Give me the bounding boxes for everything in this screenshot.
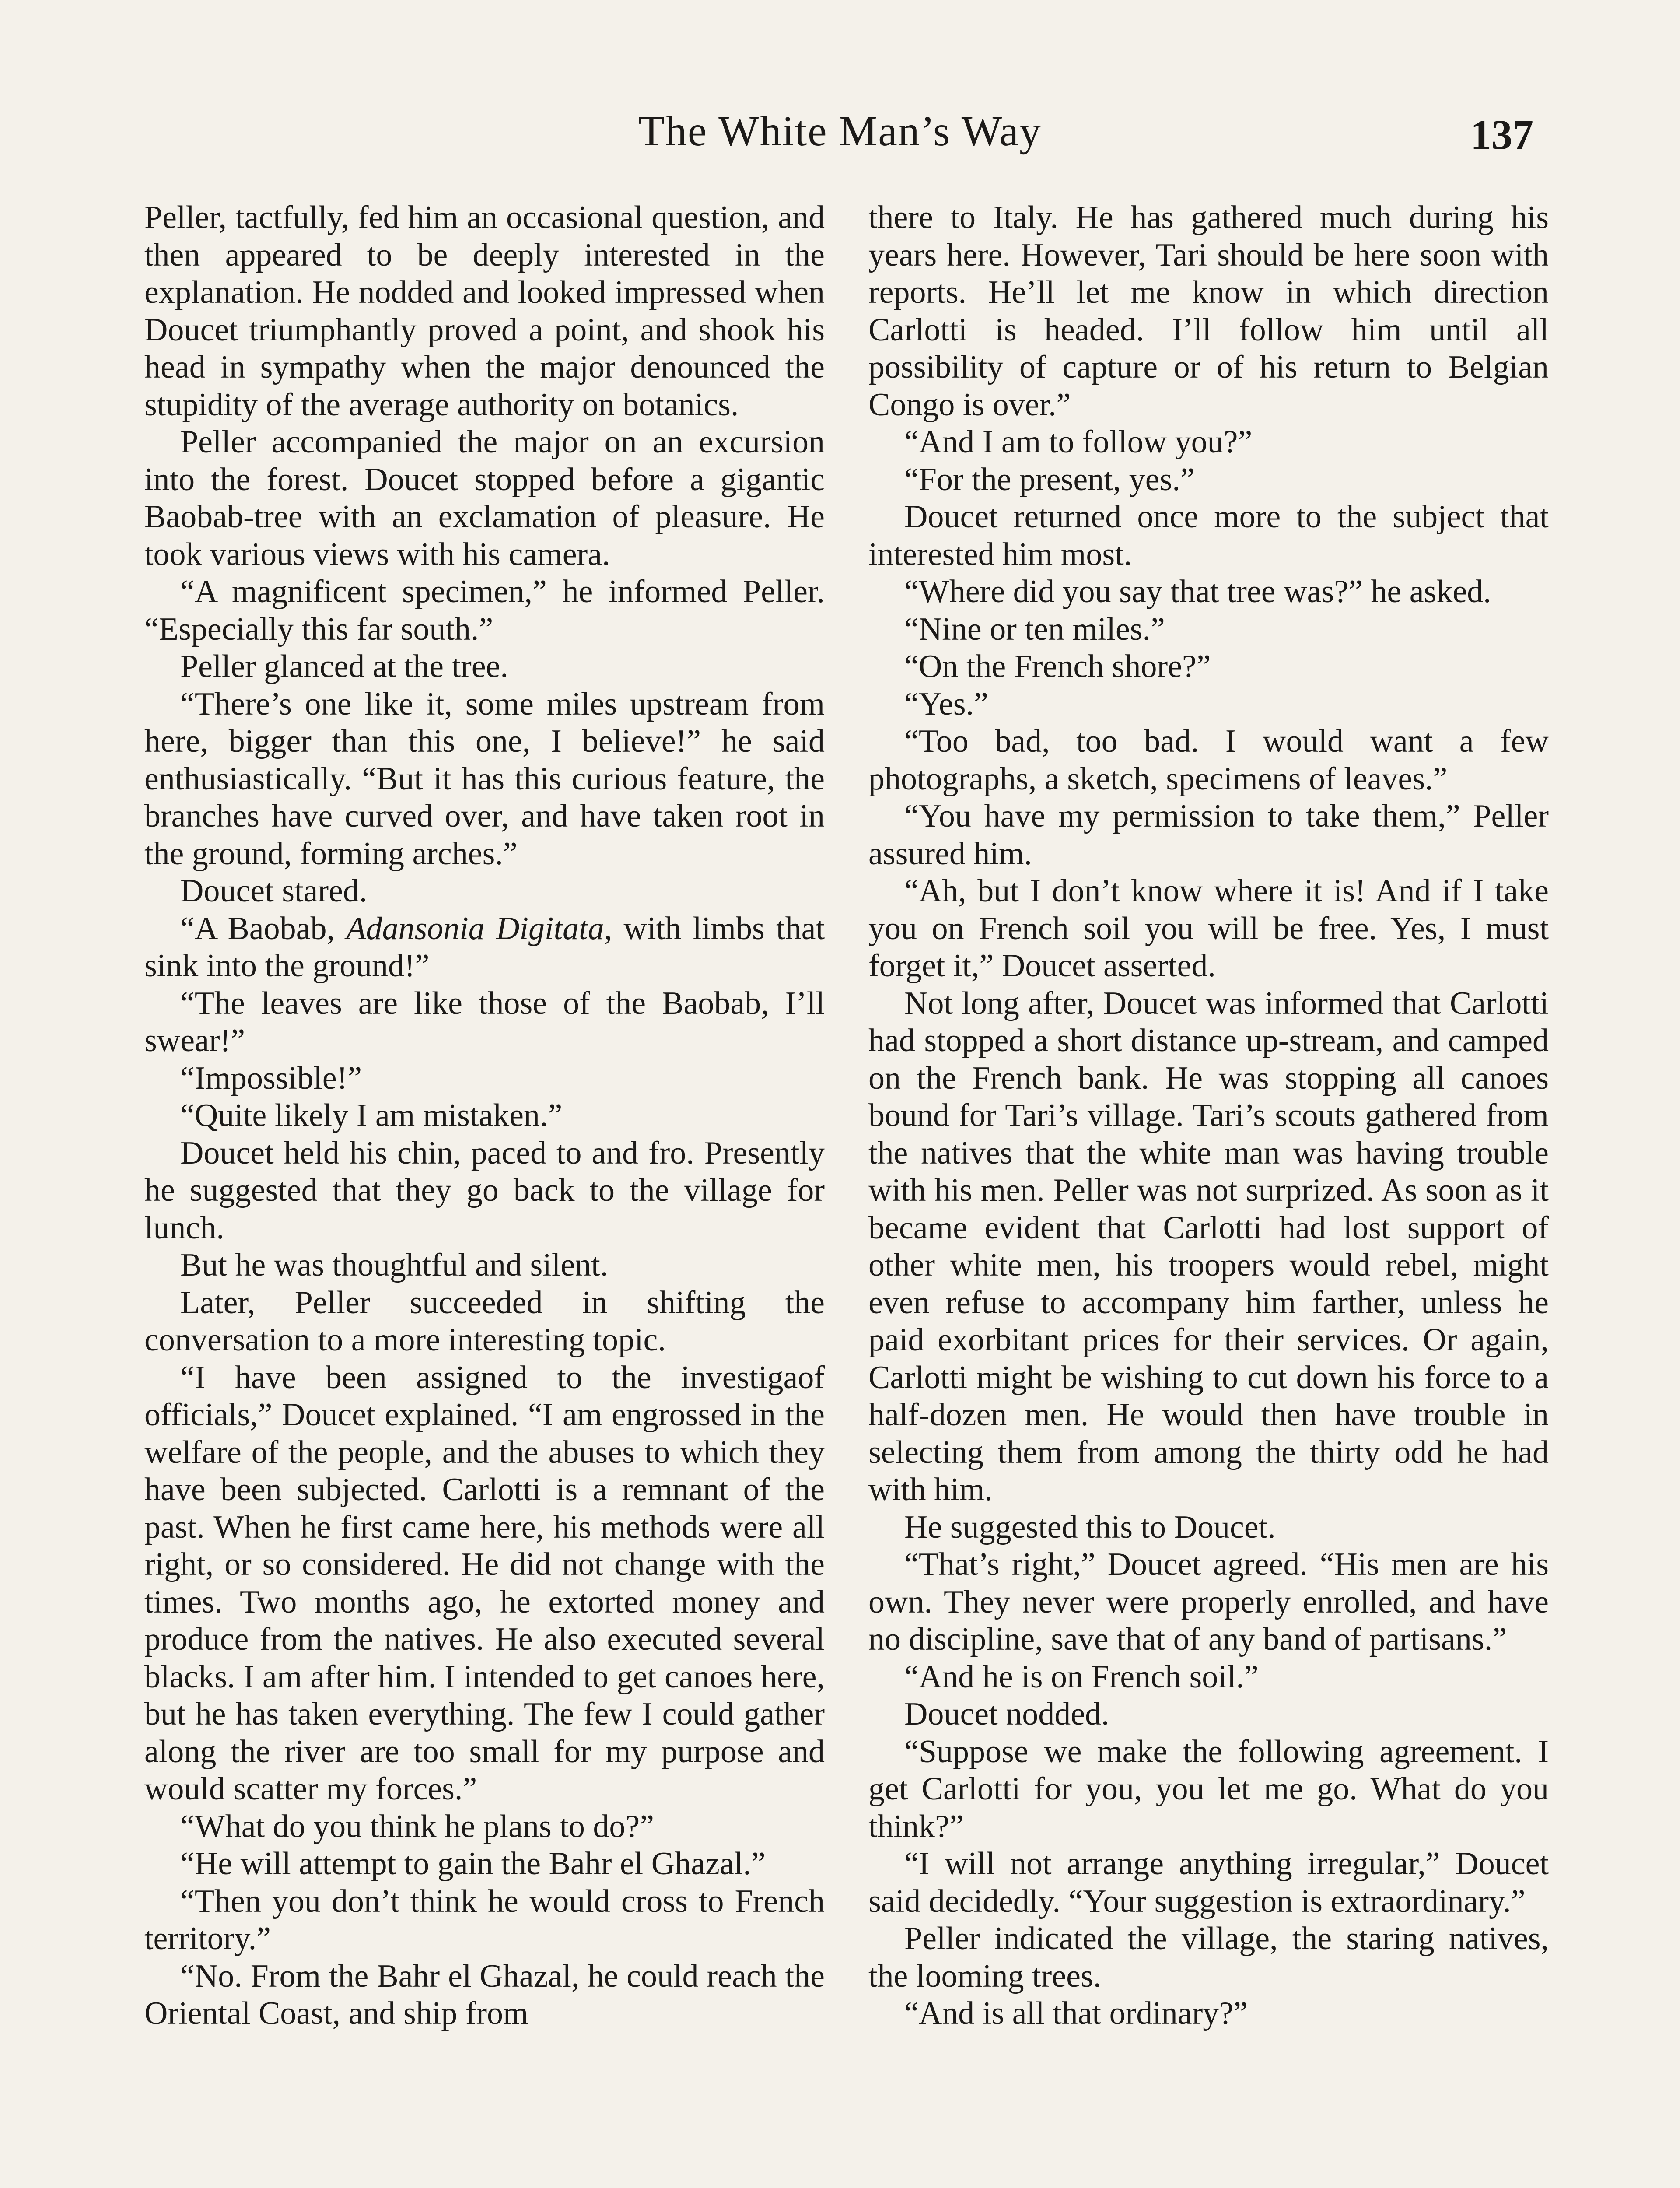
running-head bbox=[0, 103, 1680, 168]
paragraph: Doucet returned once more to the subject that interested him most. bbox=[868, 499, 1549, 572]
paragraph: He suggested this to Doucet. bbox=[904, 1509, 1276, 1545]
paragraph: “What do you think he plans to do?” bbox=[180, 1808, 654, 1844]
paragraph: Peller glanced at the tree. bbox=[180, 649, 508, 684]
paragraph: “A magnificent specimen,” he informed Peller. “Especially this far south.” bbox=[144, 574, 825, 647]
paragraph: “Ah, but I don’t know where it is! And if I take you on French soil you will be free. Yes, I must forget it,” Doucet asserted. bbox=[868, 873, 1549, 984]
paragraph: “You have my permission to take them,” Peller assured him. bbox=[868, 798, 1549, 872]
paragraph: “Impossible!” bbox=[180, 1060, 362, 1096]
paragraph: “There’s one like it, some miles upstream from here, bigger than this one, I believe!” he said enthusiastically. “But it has this curious feature, the branches have curved over, and have taken root in the ground, forming arches.” bbox=[144, 686, 825, 872]
paragraph: “And he is on French soil.” bbox=[904, 1659, 1259, 1695]
paragraph: Peller accompanied the major on an excursion into the forest. Doucet stopped before a gigantic Baobab-tree with an exclamation of pleasure. He took various views with his camera. bbox=[144, 424, 825, 572]
paragraph: Doucet held his chin, paced to and fro. Presently he suggested that they go back to the village for lunch. bbox=[144, 1135, 825, 1246]
paragraph: Doucet nodded. bbox=[904, 1696, 1110, 1732]
paragraph: Later, Peller succeeded in shifting the conversation to a more interesting topic. bbox=[144, 1284, 825, 1358]
paragraph: “On the French shore?” bbox=[904, 649, 1211, 684]
paragraph: “Nine or ten miles.” bbox=[904, 611, 1165, 647]
paragraph: Not long after, Doucet was informed that Carlotti had stopped a short distance up-stream, and camped on the French bank. He was stopping all canoes bound for Tari’s village. Tari’s scouts gathered from the natives that the white man was having trouble with his men. Peller was not surprized. As soon as it became evident that Carlotti had lost support of other white men, his troopers would rebel, might even refuse to accompany him farther, unless he paid exorbitant prices for their services. Or again, Carlotti might be wishing to cut down his force to a half-dozen men. He would then have trouble in selecting them from among the thirty odd he had with him. bbox=[868, 985, 1549, 1508]
paragraph: Doucet stared. bbox=[180, 873, 368, 909]
page-number: 137 bbox=[1470, 111, 1533, 158]
paragraph: But he was thoughtful and silent. bbox=[180, 1247, 609, 1283]
paragraph: “Suppose we make the following agreement. I get Carlotti for you, you let me go. What do you think?” bbox=[868, 1733, 1549, 1844]
paragraph: “Then you don’t think he would cross to French territory.” bbox=[144, 1883, 825, 1957]
paragraph-text: with limbs that sink into the ground!” bbox=[144, 910, 825, 984]
paragraph bbox=[144, 910, 825, 985]
paragraph: “He will attempt to gain the Bahr el Ghazal.” bbox=[180, 1846, 766, 1882]
paragraph: Peller indicated the village, the staring natives, the looming trees. bbox=[868, 1921, 1549, 1994]
paragraph: “The leaves are like those of the Baobab, I’ll swear!” bbox=[144, 985, 825, 1059]
paragraph-text: “A Baobab, bbox=[180, 910, 346, 947]
paragraph: “I will not arrange anything irregular,” Doucet said decidedly. “Your suggestion is extraordinary.” bbox=[868, 1846, 1549, 1919]
paragraph: Peller, tactfully, fed him an occasional question, and then appeared to be deeply interested in the explanation. He nodded and looked impressed when Doucet triumphantly proved a point, and shook his head in sympathy when the major denounced the stupidity of the average authority on botanics. bbox=[144, 200, 825, 423]
paragraph: “For the present, yes.” bbox=[904, 461, 1195, 498]
running-title: The White Man’s Way bbox=[638, 108, 1042, 155]
paragraph: “Where did you say that tree was?” he asked. bbox=[904, 574, 1491, 610]
paragraph: “And is all that ordinary?” bbox=[904, 1995, 1248, 2031]
paragraph: “I have been assigned to the investigaof officials,” Doucet explained. “I am engrossed in the welfare of the people, and the abuses to which they have been subjected. Carlotti is a remnant of the past. When he first came here, his methods were all right, or so considered. He did not change with the times. Two months ago, he extorted money and produce from the natives. He also executed several blacks. I am after him. I intended to get canoes here, but he has taken everything. The few I could gather along the river are too small for my purpose and would scatter my forces.” bbox=[144, 1359, 825, 1807]
paragraph: “Yes.” bbox=[904, 686, 988, 722]
text-column-right bbox=[868, 199, 1549, 2188]
paragraph: there to Italy. He has gathered much during his years here. However, Tari should be here soon with reports. He’ll let me know in which direction Carlotti is headed. I’ll follow him until all possibility of capture or of his return to Belgian Congo is over.” bbox=[868, 200, 1549, 423]
text-column-left bbox=[144, 199, 825, 2188]
paragraph: “Too bad, too bad. I would want a few photographs, a sketch, specimens of leaves.” bbox=[868, 723, 1549, 797]
italic-term: Adansonia Digitata, bbox=[346, 910, 612, 947]
paragraph: “No. From the Bahr el Ghazal, he could reach the Oriental Coast, and ship from bbox=[144, 1958, 825, 2031]
paragraph: “And I am to follow you?” bbox=[904, 424, 1253, 460]
paragraph: “Quite likely I am mistaken.” bbox=[180, 1098, 563, 1133]
paragraph: “That’s right,” Doucet agreed. “His men are his own. They never were properly enrolled, and have no discipline, save that of any band of partisans.” bbox=[868, 1546, 1549, 1657]
